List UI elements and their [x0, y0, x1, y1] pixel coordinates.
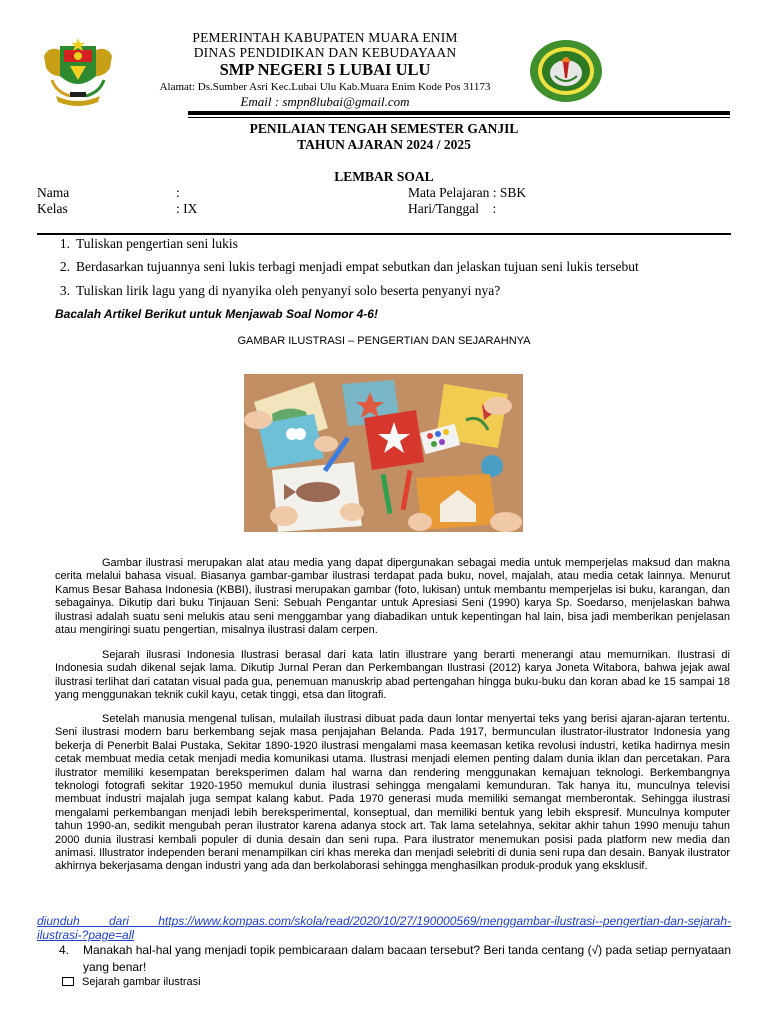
question-text: Manakah hal-hal yang menjadi topik pembicaraan dalam bacaan tersebut? Beri tanda centang (√) pada setiap pernyataan yang benar! [83, 943, 731, 974]
letterhead [140, 30, 510, 109]
class-field: : IX [176, 201, 198, 216]
option-label: Sejarah gambar ilustrasi [82, 976, 201, 988]
school-email: Email : smpn8lubai@gmail.com [240, 94, 410, 109]
exam-year: TAHUN AJARAN 2024 / 2025 [297, 136, 471, 152]
article-title: GAMBAR ILUSTRASI – PENGERTIAN DAN SEJARAHNYA [237, 335, 531, 347]
question-number: 3. [59, 283, 70, 298]
article-paragraph-1: Gambar ilustrasi merupakan alat atau media yang dapat dipergunakan sebagai media untuk memperjelas maksud dan makna cerita melalui bahasa visual. Biasanya gambar-gambar ilustrasi terdapat pada buku, novel, majalah, atau media cetak lainnya. Menurut Kamus Besar Bahasa Indonesia (KBBI), ilustrasi merupakan gambar (foto, lukisan) untuk membantu memperjelas isi buku, karangan, dan sebagainya. Dikutip dari buku Tinjauan Seni: Sebuah Pengantar untuk Apresiasi Seni (1990) karya Sp. Soedarso, menjelaskan bahwa ilustrasi adalah suatu seni melukis atau seni menggambar yang diabadikan untuk kepentingan hal lain, bisa jadi memberikan penjelasan atau mengiringi suatu pengertian, misalnya ilustrasi dalam cerpen. [55, 557, 730, 637]
subject-field: Mata Pelajaran : SBK [408, 185, 527, 200]
question-text: Berdasarkan tujuannya seni lukis terbagi menjadi empat sebutkan dan jelaskan tujuan seni lukis tersebut [76, 259, 639, 274]
school-name: SMP NEGERI 5 LUBAI ULU [219, 60, 431, 79]
letterhead-rule-thin [188, 117, 730, 118]
option-1[interactable] [62, 976, 201, 988]
article-paragraph-3: Setelah manusia mengenal tulisan, mulailah ilustrasi dibuat pada daun lontar menyertai teks yang berisi ajaran-ajaran tertentu. Seni ilustrasi modern baru berkembang sejak masa penjajahan Belanda. Pada 1917, bermunculan ilustrator-ilustrator Indonesia yang bekerja di Penerbit Balai Pustaka, Sekitar 1890-1920 ilustrasi mengalami masa keemasan ketika revolusi industri, ketika hadirnya mesin cetak membuat media cetak menjadi media komunikasi utama. Ilustrasi menjadi elemen penting dalam dunia iklan dan percetakan. Para ilustrator memiliki kesempatan bereksperimen dalam hal warna dan rendering menggunakan kemajuan teknologi. Berkembangnya teknologi fotografi sekitar 1920-1950 memukul dunia ilustrasi sehingga mengalami kemunduran. Tak hanya itu, munculnya televisi membuat industri majalah juga sempat kalang kabut. Pada 1970 generasi muda memiliki semangat memberontak. Sehingga ilustrasi mengalami perkembangan menjadi lebih bereksperimental, konseptual, dan memiliki bentuk yang lebih ekspresif. Munculnya komputer tahun 1990-an, sedikit mengubah peran ilustrator karena adanya stock art. Tak lama setelahnya, sekitar akhir tahun 1990 menuju tahun 2000 dunia ilustrasi kembali populer di dunia desain dan seni rupa. Para ilustrator menemukan posisi pada platform new media dan animasi. Illustrator independen berani menampilkan ciri khas mereka dan menjadi selebriti di dunia seni rupa dan desain. Banyak ilustrator akhirnya bekerjasama dengan industri yang ada dan berkolaborasi sehingga menghasilkan produk-produk yang eksklusif. [55, 713, 730, 873]
article-illustration [244, 374, 523, 532]
question-number: 2. [59, 259, 70, 274]
kids-drawing-image [244, 374, 523, 532]
source-link-continued[interactable]: ilustrasi-?page=all [37, 928, 135, 942]
question-text: Tuliskan pengertian seni lukis [76, 236, 238, 251]
regency-crest-logo [40, 36, 116, 106]
reading-instruction: Bacalah Artikel Berikut untuk Menjawab Soal Nomor 4-6! [55, 307, 378, 321]
emblem-icon [527, 38, 605, 104]
crest-icon [40, 36, 116, 106]
question-number: 4. [59, 943, 70, 957]
school-address: Alamat: Ds.Sumber Asri Kec.Lubai Ulu Kab.Muara Enim Kode Pos 31173 [159, 81, 491, 93]
department-line: DINAS PENDIDIKAN DAN KEBUDAYAAN [193, 45, 457, 60]
letterhead-rule-thick [188, 111, 730, 115]
section-divider [37, 233, 731, 235]
government-line: PEMERINTAH KABUPATEN MUARA ENIM [192, 30, 458, 45]
checkbox-icon[interactable] [62, 977, 74, 986]
school-emblem-logo [527, 38, 605, 104]
class-label: Kelas [37, 201, 68, 216]
sheet-title: LEMBAR SOAL [334, 169, 434, 184]
day-field: Hari/Tanggal : [408, 201, 497, 216]
exam-title: PENILAIAN TENGAH SEMESTER GANJIL [249, 121, 519, 136]
question-text: Tuliskan lirik lagu yang di nyanyika oleh penyanyi solo beserta penyanyi nya? [76, 283, 501, 298]
name-field: : [176, 185, 180, 200]
exam-title-block [0, 121, 768, 152]
article-paragraph-2: Sejarah ilusrasi Indonesia Ilustrasi berasal dari kata latin illustrare yang berarti menerangi atau memurnikan. Ilustrasi di Indonesia sudah dikenal sejak lama. Dikutip Jurnal Peran dan Perkembangan Ilustrasi (2012) karya Joneta Witabora, bahwa jejak awal ilustrasi terlihat dari catatan visual pada gua, penemuan manuskrip abad pertengahan hingga buku-buku dan koran abad ke 15 sampai 18 yang menggunakan teknik cukil kayu, cetak tinggi, etsa dan litografi. [55, 649, 730, 702]
name-label: Nama [37, 185, 70, 200]
question-number: 1. [59, 236, 70, 251]
source-link[interactable]: diunduh dari https://www.kompas.com/skola/read/2020/10/27/190000569/menggambar-ilustrasi--pengertian-dan-sejarah- [37, 914, 731, 928]
